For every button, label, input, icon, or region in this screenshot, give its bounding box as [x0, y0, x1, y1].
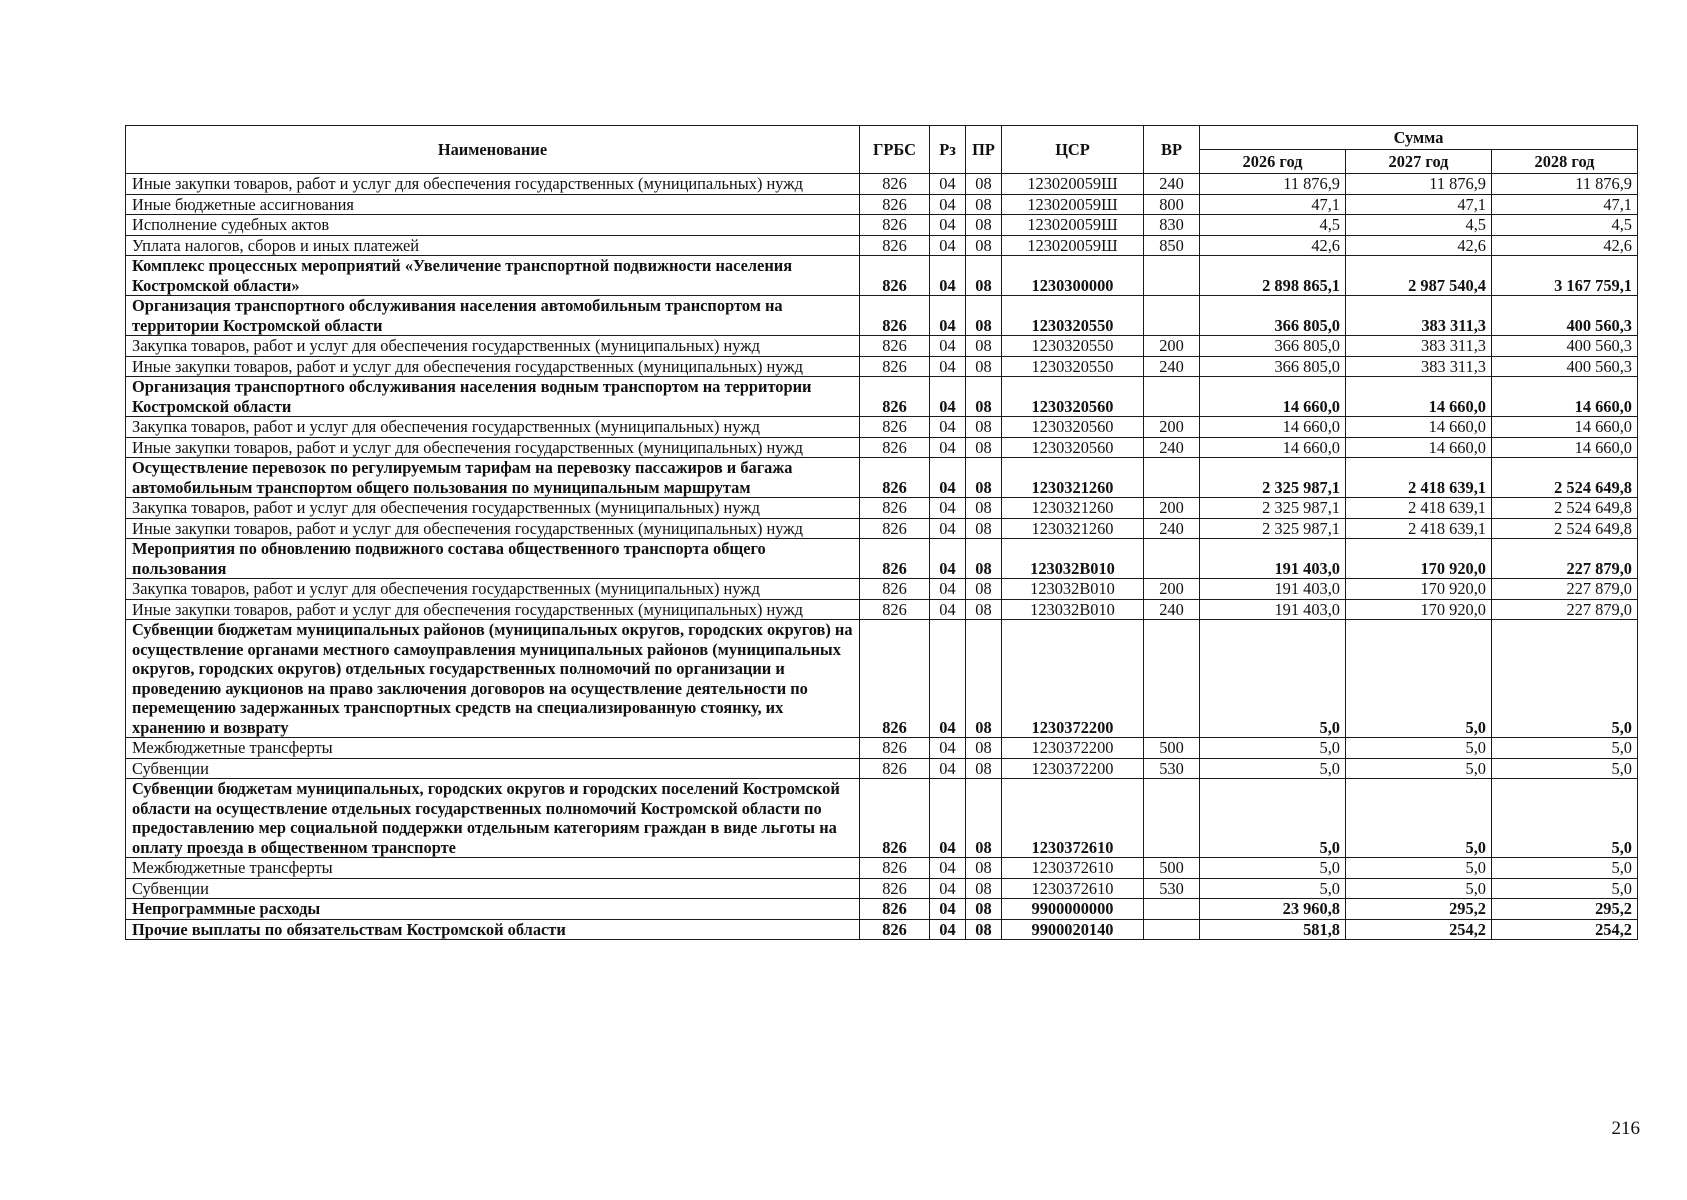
cell-grbs: 826 [860, 336, 930, 357]
cell-vr: 530 [1144, 878, 1200, 899]
cell-csr: 123020059Ш [1002, 174, 1144, 195]
cell-pr: 08 [966, 356, 1002, 377]
header-pr: ПР [966, 126, 1002, 174]
cell-csr: 1230321260 [1002, 498, 1144, 519]
cell-rz: 04 [930, 458, 966, 498]
cell-2027: 295,2 [1346, 899, 1492, 920]
cell-grbs: 826 [860, 878, 930, 899]
cell-pr: 08 [966, 377, 1002, 417]
cell-pr: 08 [966, 256, 1002, 296]
cell-2028: 14 660,0 [1492, 437, 1638, 458]
cell-2027: 42,6 [1346, 235, 1492, 256]
cell-csr: 9900000000 [1002, 899, 1144, 920]
cell-2028: 227 879,0 [1492, 539, 1638, 579]
cell-vr [1144, 620, 1200, 738]
cell-2026: 5,0 [1200, 738, 1346, 759]
cell-rz: 04 [930, 858, 966, 879]
cell-rz: 04 [930, 620, 966, 738]
cell-pr: 08 [966, 620, 1002, 738]
cell-pr: 08 [966, 858, 1002, 879]
cell-grbs: 826 [860, 858, 930, 879]
header-grbs: ГРБС [860, 126, 930, 174]
cell-name: Иные бюджетные ассигнования [126, 194, 860, 215]
cell-grbs: 826 [860, 174, 930, 195]
cell-2026: 2 898 865,1 [1200, 256, 1346, 296]
cell-pr: 08 [966, 738, 1002, 759]
cell-name: Субвенции бюджетам муниципальных районов (муниципальных округов, городских округов) на осуществление органами местного самоуправления муниципальных районов (муниципальных округов, городских округов) отдельных государственных полномочий по организации и проведению аукционов на право заключения договоров на осуществление деятельности по перемещению задержанных транспортных средств на специализированную стоянку, их хранению и возврату [126, 620, 860, 738]
table-row [126, 858, 1638, 879]
cell-rz: 04 [930, 779, 966, 858]
cell-2028: 2 524 649,8 [1492, 498, 1638, 519]
cell-grbs: 826 [860, 919, 930, 940]
cell-vr: 830 [1144, 215, 1200, 236]
cell-vr: 850 [1144, 235, 1200, 256]
cell-grbs: 826 [860, 738, 930, 759]
cell-name: Комплекс процессных мероприятий «Увеличение транспортной подвижности населения Костромской области» [126, 256, 860, 296]
cell-pr: 08 [966, 336, 1002, 357]
table-row [126, 174, 1638, 195]
cell-csr: 1230372610 [1002, 858, 1144, 879]
cell-2026: 14 660,0 [1200, 437, 1346, 458]
cell-grbs: 826 [860, 458, 930, 498]
table-body [126, 174, 1638, 940]
cell-vr: 200 [1144, 579, 1200, 600]
table-row [126, 919, 1638, 940]
cell-name: Уплата налогов, сборов и иных платежей [126, 235, 860, 256]
cell-2026: 5,0 [1200, 858, 1346, 879]
cell-vr: 240 [1144, 174, 1200, 195]
header-name: Наименование [126, 126, 860, 174]
cell-2027: 5,0 [1346, 779, 1492, 858]
cell-rz: 04 [930, 599, 966, 620]
cell-2026: 47,1 [1200, 194, 1346, 215]
header-2026: 2026 год [1200, 150, 1346, 174]
cell-csr: 1230300000 [1002, 256, 1144, 296]
cell-name: Мероприятия по обновлению подвижного состава общественного транспорта общего пользования [126, 539, 860, 579]
cell-2026: 5,0 [1200, 758, 1346, 779]
cell-name: Субвенции [126, 758, 860, 779]
cell-vr: 240 [1144, 599, 1200, 620]
cell-csr: 1230320550 [1002, 356, 1144, 377]
cell-2028: 400 560,3 [1492, 336, 1638, 357]
table-row [126, 417, 1638, 438]
cell-pr: 08 [966, 235, 1002, 256]
cell-pr: 08 [966, 919, 1002, 940]
table-row [126, 235, 1638, 256]
cell-name: Иные закупки товаров, работ и услуг для обеспечения государственных (муниципальных) нужд [126, 174, 860, 195]
cell-name: Организация транспортного обслуживания населения водным транспортом на территории Костромской области [126, 377, 860, 417]
cell-name: Иные закупки товаров, работ и услуг для обеспечения государственных (муниципальных) нужд [126, 356, 860, 377]
cell-grbs: 826 [860, 758, 930, 779]
cell-2027: 254,2 [1346, 919, 1492, 940]
cell-csr: 123020059Ш [1002, 235, 1144, 256]
cell-2028: 227 879,0 [1492, 599, 1638, 620]
cell-name: Иные закупки товаров, работ и услуг для обеспечения государственных (муниципальных) нужд [126, 599, 860, 620]
cell-2028: 5,0 [1492, 878, 1638, 899]
cell-csr: 1230320560 [1002, 417, 1144, 438]
cell-2026: 14 660,0 [1200, 377, 1346, 417]
cell-2026: 14 660,0 [1200, 417, 1346, 438]
cell-pr: 08 [966, 579, 1002, 600]
table-row [126, 620, 1638, 738]
cell-vr [1144, 539, 1200, 579]
cell-vr: 240 [1144, 437, 1200, 458]
cell-vr [1144, 377, 1200, 417]
cell-name: Организация транспортного обслуживания населения автомобильным транспортом на территории Костромской области [126, 296, 860, 336]
cell-rz: 04 [930, 437, 966, 458]
cell-name: Осуществление перевозок по регулируемым тарифам на перевозку пассажиров и багажа автомобильным транспортом общего пользования по муниципальным маршрутам [126, 458, 860, 498]
table-row [126, 256, 1638, 296]
table-row [126, 539, 1638, 579]
table-row [126, 296, 1638, 336]
table-row [126, 194, 1638, 215]
cell-vr [1144, 899, 1200, 920]
cell-2028: 400 560,3 [1492, 296, 1638, 336]
header-csr: ЦСР [1002, 126, 1144, 174]
cell-vr [1144, 296, 1200, 336]
cell-vr [1144, 919, 1200, 940]
cell-rz: 04 [930, 518, 966, 539]
cell-2028: 254,2 [1492, 919, 1638, 940]
cell-csr: 1230321260 [1002, 458, 1144, 498]
cell-rz: 04 [930, 174, 966, 195]
cell-rz: 04 [930, 539, 966, 579]
header-sum: Сумма [1200, 126, 1638, 150]
cell-2028: 5,0 [1492, 620, 1638, 738]
cell-name: Иные закупки товаров, работ и услуг для обеспечения государственных (муниципальных) нужд [126, 518, 860, 539]
cell-name: Субвенции [126, 878, 860, 899]
cell-pr: 08 [966, 599, 1002, 620]
cell-2026: 366 805,0 [1200, 356, 1346, 377]
cell-pr: 08 [966, 194, 1002, 215]
cell-vr [1144, 256, 1200, 296]
cell-2027: 383 311,3 [1346, 296, 1492, 336]
cell-grbs: 826 [860, 579, 930, 600]
cell-vr: 800 [1144, 194, 1200, 215]
cell-2028: 5,0 [1492, 858, 1638, 879]
cell-rz: 04 [930, 256, 966, 296]
cell-2028: 14 660,0 [1492, 377, 1638, 417]
cell-2026: 366 805,0 [1200, 296, 1346, 336]
cell-2028: 3 167 759,1 [1492, 256, 1638, 296]
cell-csr: 123032В010 [1002, 579, 1144, 600]
table-row [126, 779, 1638, 858]
cell-grbs: 826 [860, 215, 930, 236]
cell-2028: 47,1 [1492, 194, 1638, 215]
cell-2028: 42,6 [1492, 235, 1638, 256]
cell-grbs: 826 [860, 779, 930, 858]
cell-2027: 2 418 639,1 [1346, 518, 1492, 539]
cell-2027: 5,0 [1346, 858, 1492, 879]
cell-2027: 14 660,0 [1346, 417, 1492, 438]
cell-rz: 04 [930, 579, 966, 600]
cell-2028: 400 560,3 [1492, 356, 1638, 377]
table-row [126, 878, 1638, 899]
cell-2026: 4,5 [1200, 215, 1346, 236]
cell-csr: 1230372200 [1002, 620, 1144, 738]
cell-name: Закупка товаров, работ и услуг для обеспечения государственных (муниципальных) нужд [126, 579, 860, 600]
cell-name: Иные закупки товаров, работ и услуг для обеспечения государственных (муниципальных) нужд [126, 437, 860, 458]
cell-csr: 1230372200 [1002, 758, 1144, 779]
cell-name: Закупка товаров, работ и услуг для обеспечения государственных (муниципальных) нужд [126, 336, 860, 357]
cell-grbs: 826 [860, 194, 930, 215]
cell-2028: 295,2 [1492, 899, 1638, 920]
cell-2027: 14 660,0 [1346, 377, 1492, 417]
cell-2028: 5,0 [1492, 738, 1638, 759]
cell-2026: 5,0 [1200, 779, 1346, 858]
cell-2027: 5,0 [1346, 758, 1492, 779]
cell-2026: 23 960,8 [1200, 899, 1346, 920]
cell-grbs: 826 [860, 437, 930, 458]
cell-vr [1144, 779, 1200, 858]
cell-pr: 08 [966, 458, 1002, 498]
cell-pr: 08 [966, 498, 1002, 519]
cell-rz: 04 [930, 336, 966, 357]
cell-2027: 47,1 [1346, 194, 1492, 215]
cell-rz: 04 [930, 738, 966, 759]
cell-vr: 500 [1144, 738, 1200, 759]
cell-2026: 11 876,9 [1200, 174, 1346, 195]
cell-pr: 08 [966, 539, 1002, 579]
cell-rz: 04 [930, 235, 966, 256]
cell-name: Закупка товаров, работ и услуг для обеспечения государственных (муниципальных) нужд [126, 498, 860, 519]
cell-csr: 123032В010 [1002, 539, 1144, 579]
cell-2027: 5,0 [1346, 738, 1492, 759]
cell-grbs: 826 [860, 498, 930, 519]
cell-grbs: 826 [860, 296, 930, 336]
cell-grbs: 826 [860, 599, 930, 620]
cell-2027: 14 660,0 [1346, 437, 1492, 458]
table-row [126, 356, 1638, 377]
header-rz: Рз [930, 126, 966, 174]
cell-2026: 5,0 [1200, 620, 1346, 738]
cell-name: Межбюджетные трансферты [126, 738, 860, 759]
cell-csr: 123020059Ш [1002, 215, 1144, 236]
cell-2027: 383 311,3 [1346, 356, 1492, 377]
cell-grbs: 826 [860, 899, 930, 920]
cell-vr [1144, 458, 1200, 498]
cell-rz: 04 [930, 194, 966, 215]
cell-rz: 04 [930, 296, 966, 336]
table-row [126, 599, 1638, 620]
table-row [126, 498, 1638, 519]
table-row [126, 458, 1638, 498]
cell-name: Межбюджетные трансферты [126, 858, 860, 879]
page-number: 216 [1611, 1118, 1640, 1139]
cell-2028: 227 879,0 [1492, 579, 1638, 600]
cell-rz: 04 [930, 356, 966, 377]
cell-2026: 2 325 987,1 [1200, 518, 1346, 539]
cell-2026: 366 805,0 [1200, 336, 1346, 357]
cell-pr: 08 [966, 417, 1002, 438]
cell-2027: 383 311,3 [1346, 336, 1492, 357]
cell-name: Субвенции бюджетам муниципальных, городских округов и городских поселений Костромской области на осуществление отдельных государственных полномочий Костромской области по предоставлению мер социальной поддержки отдельным категориям граждан в виде льготы на оплату проезда в общественном транспорте [126, 779, 860, 858]
table-row [126, 437, 1638, 458]
cell-grbs: 826 [860, 539, 930, 579]
cell-grbs: 826 [860, 518, 930, 539]
cell-vr: 200 [1144, 498, 1200, 519]
cell-name: Прочие выплаты по обязательствам Костромской области [126, 919, 860, 940]
budget-table [125, 125, 1638, 940]
cell-2027: 170 920,0 [1346, 579, 1492, 600]
cell-rz: 04 [930, 498, 966, 519]
cell-2027: 11 876,9 [1346, 174, 1492, 195]
cell-pr: 08 [966, 215, 1002, 236]
cell-2026: 191 403,0 [1200, 579, 1346, 600]
cell-vr: 240 [1144, 356, 1200, 377]
cell-2027: 5,0 [1346, 878, 1492, 899]
cell-grbs: 826 [860, 417, 930, 438]
cell-csr: 1230372200 [1002, 738, 1144, 759]
cell-pr: 08 [966, 296, 1002, 336]
table-row [126, 377, 1638, 417]
cell-csr: 1230372610 [1002, 779, 1144, 858]
table-row [126, 579, 1638, 600]
cell-2027: 170 920,0 [1346, 539, 1492, 579]
cell-csr: 1230320560 [1002, 377, 1144, 417]
cell-2028: 2 524 649,8 [1492, 518, 1638, 539]
cell-2026: 191 403,0 [1200, 539, 1346, 579]
cell-grbs: 826 [860, 377, 930, 417]
cell-2027: 170 920,0 [1346, 599, 1492, 620]
cell-2027: 2 418 639,1 [1346, 458, 1492, 498]
cell-2028: 14 660,0 [1492, 417, 1638, 438]
cell-2026: 2 325 987,1 [1200, 458, 1346, 498]
header-vr: ВР [1144, 126, 1200, 174]
cell-pr: 08 [966, 437, 1002, 458]
cell-rz: 04 [930, 417, 966, 438]
cell-csr: 123032В010 [1002, 599, 1144, 620]
cell-csr: 1230320550 [1002, 336, 1144, 357]
cell-grbs: 826 [860, 356, 930, 377]
cell-pr: 08 [966, 758, 1002, 779]
cell-2026: 42,6 [1200, 235, 1346, 256]
cell-name: Непрограммные расходы [126, 899, 860, 920]
table-row [126, 336, 1638, 357]
table-row [126, 215, 1638, 236]
cell-name: Закупка товаров, работ и услуг для обеспечения государственных (муниципальных) нужд [126, 417, 860, 438]
cell-csr: 1230320560 [1002, 437, 1144, 458]
cell-name: Исполнение судебных актов [126, 215, 860, 236]
cell-pr: 08 [966, 518, 1002, 539]
cell-rz: 04 [930, 377, 966, 417]
table-row [126, 518, 1638, 539]
cell-rz: 04 [930, 899, 966, 920]
cell-csr: 1230372610 [1002, 878, 1144, 899]
cell-2026: 2 325 987,1 [1200, 498, 1346, 519]
table-row [126, 738, 1638, 759]
table-row [126, 899, 1638, 920]
cell-vr: 500 [1144, 858, 1200, 879]
cell-rz: 04 [930, 758, 966, 779]
cell-2027: 2 418 639,1 [1346, 498, 1492, 519]
cell-grbs: 826 [860, 256, 930, 296]
cell-pr: 08 [966, 174, 1002, 195]
cell-csr: 1230321260 [1002, 518, 1144, 539]
cell-grbs: 826 [860, 620, 930, 738]
cell-rz: 04 [930, 919, 966, 940]
cell-2026: 5,0 [1200, 878, 1346, 899]
cell-csr: 9900020140 [1002, 919, 1144, 940]
cell-vr: 200 [1144, 336, 1200, 357]
cell-2028: 4,5 [1492, 215, 1638, 236]
cell-2028: 2 524 649,8 [1492, 458, 1638, 498]
cell-vr: 530 [1144, 758, 1200, 779]
cell-2027: 5,0 [1346, 620, 1492, 738]
cell-2028: 5,0 [1492, 779, 1638, 858]
cell-rz: 04 [930, 215, 966, 236]
cell-2026: 191 403,0 [1200, 599, 1346, 620]
header-2028: 2028 год [1492, 150, 1638, 174]
cell-pr: 08 [966, 779, 1002, 858]
cell-csr: 123020059Ш [1002, 194, 1144, 215]
cell-rz: 04 [930, 878, 966, 899]
cell-pr: 08 [966, 878, 1002, 899]
cell-grbs: 826 [860, 235, 930, 256]
cell-2026: 581,8 [1200, 919, 1346, 940]
cell-2027: 4,5 [1346, 215, 1492, 236]
cell-2027: 2 987 540,4 [1346, 256, 1492, 296]
table-row [126, 758, 1638, 779]
cell-pr: 08 [966, 899, 1002, 920]
cell-2028: 11 876,9 [1492, 174, 1638, 195]
cell-vr: 240 [1144, 518, 1200, 539]
cell-csr: 1230320550 [1002, 296, 1144, 336]
header-2027: 2027 год [1346, 150, 1492, 174]
cell-2028: 5,0 [1492, 758, 1638, 779]
cell-vr: 200 [1144, 417, 1200, 438]
